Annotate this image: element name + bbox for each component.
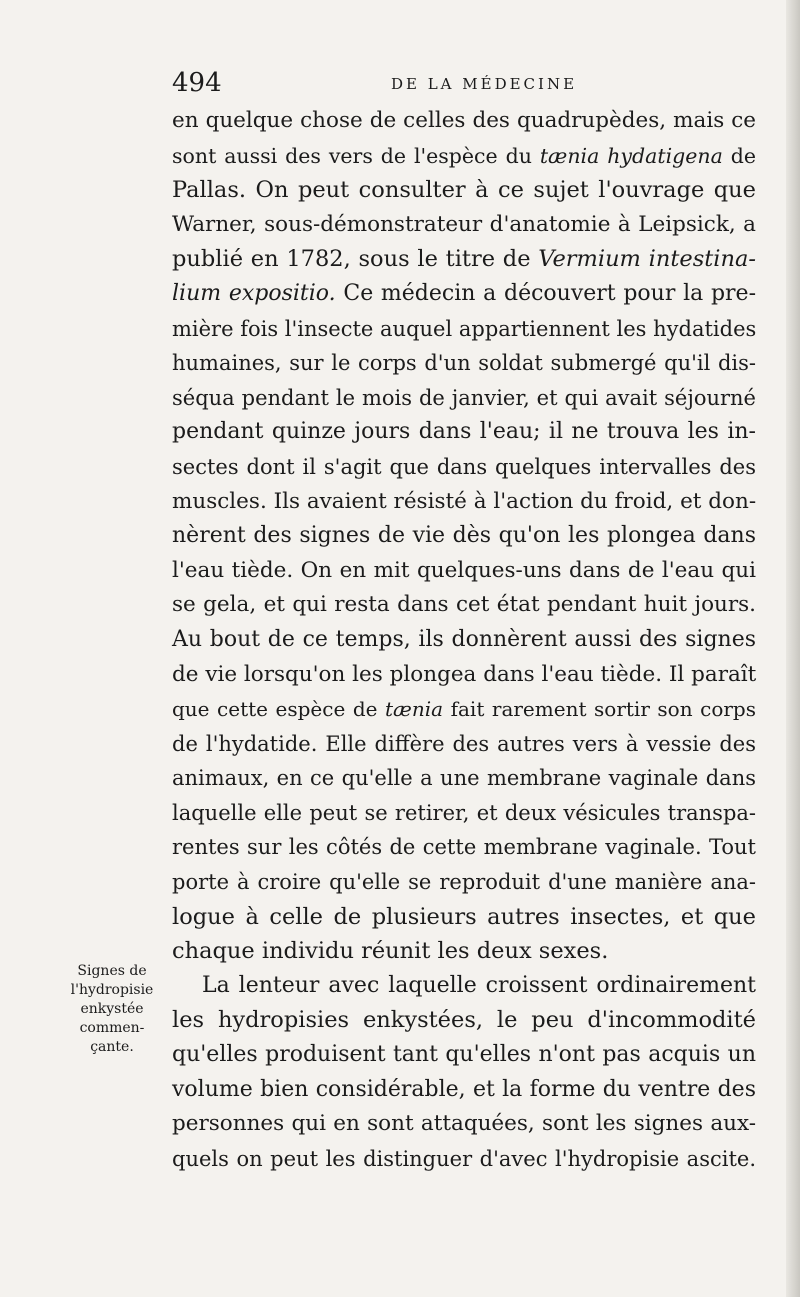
- text-line: sectes dont il s'agit que dans quelques intervalles des: [172, 454, 756, 479]
- italic-term: tænia: [385, 697, 444, 722]
- running-head: DE LA MÉDECINE: [390, 75, 578, 93]
- text-line: se gela, et qui resta dans cet état pendant huit jours.: [172, 592, 756, 618]
- text-line: La lenteur avec laquelle croissent ordinairement: [202, 972, 756, 998]
- margin-note-line: enkystée: [80, 1001, 144, 1017]
- text-line: mière fois l'insecte auquel appartiennent les hydatides: [172, 316, 757, 341]
- text-line: de l'hydatide. Elle diffère des autres vers à vessie des: [172, 731, 756, 756]
- text-line: rentes sur les côtés de cette membrane vaginale. Tout: [172, 835, 756, 860]
- text-line: Warner, sous-démonstrateur d'anatomie à Leipsick, a: [172, 211, 756, 237]
- page-header: [172, 66, 756, 100]
- text-line: chaque individu réunit les deux sexes.: [172, 938, 609, 965]
- text-line: les hydropisies enkystées, le peu d'incommodité: [172, 1007, 756, 1034]
- italic-term: lium expositio.: [172, 280, 336, 306]
- italic-term: tænia hydatigena: [539, 143, 723, 168]
- text-line: séqua pendant le mois de janvier, et qui avait séjourné: [172, 385, 756, 410]
- text-line: sont aussi des vers de l'espèce du tænia hydatigena de: [172, 143, 756, 168]
- text-line: Pallas. On peut consulter à ce sujet l'ouvrage que: [172, 177, 756, 204]
- italic-term: Vermium intestina-: [538, 246, 756, 273]
- text-line: qu'elles produisent tant qu'elles n'ont pas acquis un: [172, 1042, 756, 1068]
- text-line: humaines, sur le corps d'un soldat submergé qu'il dis-: [172, 351, 756, 376]
- text-line: animaux, en ce qu'elle a une membrane vaginale dans: [172, 766, 756, 791]
- margin-note-line: çante.: [90, 1039, 134, 1055]
- text-line: volume bien considérable, et la forme du ventre des: [172, 1076, 756, 1102]
- page-number: 494: [172, 68, 222, 98]
- text-line: que cette espèce de tænia fait rarement sortir son corps: [172, 697, 756, 722]
- text-line: publié en 1782, sous le titre de Vermium intestina-: [172, 246, 756, 273]
- page-edge-shadow: [786, 0, 800, 1297]
- text-line: porte à croire qu'elle se reproduit d'une manière ana-: [172, 870, 756, 895]
- text-line: nèrent des signes de vie dès qu'on les plongea dans: [172, 523, 756, 549]
- text-line: en quelque chose de celles des quadrupèdes, mais ce: [172, 108, 756, 133]
- text-line: logue à celle de plusieurs autres insectes, et que: [172, 903, 756, 930]
- margin-note-line: commen-: [79, 1020, 145, 1036]
- body-text: [172, 104, 756, 1176]
- text-line: laquelle elle peut se retirer, et deux vésicules transpa-: [172, 800, 756, 825]
- margin-note-line: Signes de: [77, 963, 147, 979]
- text-line: personnes qui en sont attaquées, sont les signes aux-: [172, 1111, 756, 1137]
- text-line: pendant quinze jours dans l'eau; il ne trouva les in-: [172, 419, 756, 445]
- text-line: l'eau tiède. On en mit quelques-uns dans de l'eau qui: [172, 557, 756, 583]
- text-line: de vie lorsqu'on les plongea dans l'eau tiède. Il paraît: [172, 661, 757, 687]
- text-line: muscles. Ils avaient résisté à l'action du froid, et don-: [172, 488, 757, 514]
- margin-note: [58, 962, 166, 1057]
- text-line: quels on peut les distinguer d'avec l'hydropisie ascite.: [172, 1146, 756, 1171]
- text-line: Au bout de ce temps, ils donnèrent aussi des signes: [172, 626, 756, 652]
- margin-note-line: l'hydropisie: [70, 982, 154, 998]
- text-line: lium expositio. Ce médecin a découvert pour la pre-: [172, 280, 757, 306]
